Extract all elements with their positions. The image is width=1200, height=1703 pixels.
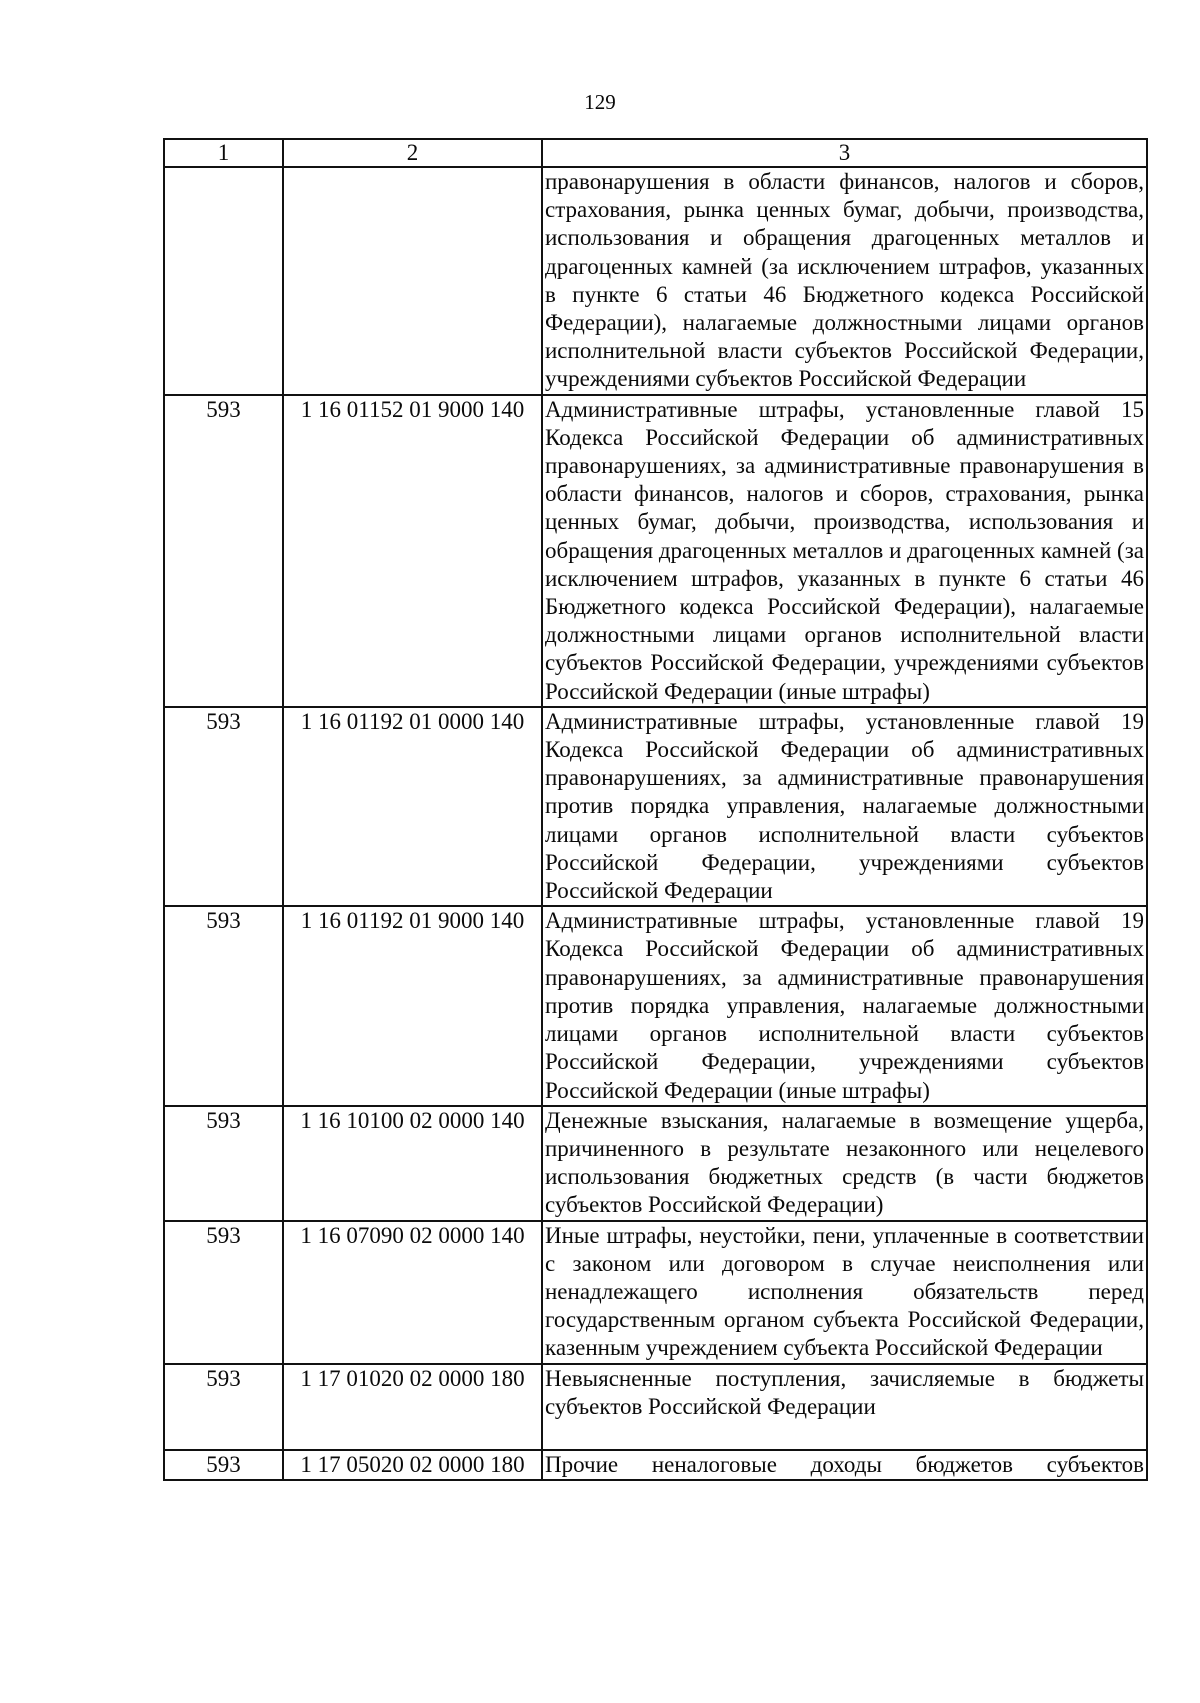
admin-code-cell: 593 (164, 1364, 283, 1450)
column-header-1: 1 (164, 139, 283, 167)
budget-classification-table (163, 138, 1148, 1481)
description-cell: Прочие неналоговые доходы бюджетов субъектов (542, 1450, 1147, 1480)
description-cell: Денежные взыскания, налагаемые в возмещение ущерба, причиненного в результате незаконного или нецелевого использования бюджетных средств (в части бюджетов субъектов Российской Федерации) (542, 1106, 1147, 1221)
revenue-code-cell: 1 16 07090 02 0000 140 (283, 1221, 542, 1364)
admin-code-cell: 593 (164, 707, 283, 906)
table-row (164, 1221, 1147, 1364)
admin-code-cell: 593 (164, 1450, 283, 1480)
revenue-code-cell (283, 167, 542, 395)
revenue-code-cell: 1 16 01192 01 9000 140 (283, 906, 542, 1105)
description-cell: правонарушения в области финансов, налогов и сборов, страхования, рынка ценных бумаг, добычи, производства, использования и обращения драгоценных металлов и драгоценных камней (за исключением штрафов, указанных в пункте 6 статьи 46 Бюджетного кодекса Российской Федерации), налагаемые должностными лицами органов исполнительной власти субъектов Российской Федерации, учреждениями субъектов Российской Федерации (542, 167, 1147, 395)
revenue-code-cell: 1 16 01152 01 9000 140 (283, 395, 542, 707)
table-row (164, 906, 1147, 1105)
table-row (164, 395, 1147, 707)
table-row (164, 1364, 1147, 1450)
description-cell: Административные штрафы, установленные главой 15 Кодекса Российской Федерации об административных правонарушениях, за административные правонарушения в области финансов, налогов и сборов, страхования, рынка ценных бумаг, добычи, производства, использования и обращения драгоценных металлов и драгоценных камней (за исключением штрафов, указанных в пункте 6 статьи 46 Бюджетного кодекса Российской Федерации), налагаемые должностными лицами органов исполнительной власти субъектов Российской Федерации, учреждениями субъектов Российской Федерации (иные штрафы) (542, 395, 1147, 707)
description-cell: Невыясненные поступления, зачисляемые в бюджеты субъектов Российской Федерации (542, 1364, 1147, 1450)
table-header-row (164, 139, 1147, 167)
admin-code-cell: 593 (164, 1106, 283, 1221)
table-row (164, 1106, 1147, 1221)
page-number: 129 (584, 90, 616, 114)
table-row (164, 1450, 1147, 1480)
column-header-2: 2 (283, 139, 542, 167)
revenue-code-cell: 1 16 10100 02 0000 140 (283, 1106, 542, 1221)
revenue-code-cell: 1 16 01192 01 0000 140 (283, 707, 542, 906)
admin-code-cell: 593 (164, 1221, 283, 1364)
description-cell: Иные штрафы, неустойки, пени, уплаченные в соответствии с законом или договором в случае неисполнения или ненадлежащего исполнения обязательств перед государственным органом субъекта Российской Федерации, казенным учреждением субъекта Российской Федерации (542, 1221, 1147, 1364)
table-row (164, 167, 1147, 395)
admin-code-cell: 593 (164, 395, 283, 707)
admin-code-cell: 593 (164, 906, 283, 1105)
description-cell: Административные штрафы, установленные главой 19 Кодекса Российской Федерации об административных правонарушениях, за административные правонарушения против порядка управления, налагаемые должностными лицами органов исполнительной власти субъектов Российской Федерации, учреждениями субъектов Российской Федерации (542, 707, 1147, 906)
admin-code-cell (164, 167, 283, 395)
description-cell: Административные штрафы, установленные главой 19 Кодекса Российской Федерации об административных правонарушениях, за административные правонарушения против порядка управления, налагаемые должностными лицами органов исполнительной власти субъектов Российской Федерации, учреждениями субъектов Российской Федерации (иные штрафы) (542, 906, 1147, 1105)
column-header-3: 3 (542, 139, 1147, 167)
revenue-code-cell: 1 17 01020 02 0000 180 (283, 1364, 542, 1450)
table-row (164, 707, 1147, 906)
revenue-code-cell: 1 17 05020 02 0000 180 (283, 1450, 542, 1480)
